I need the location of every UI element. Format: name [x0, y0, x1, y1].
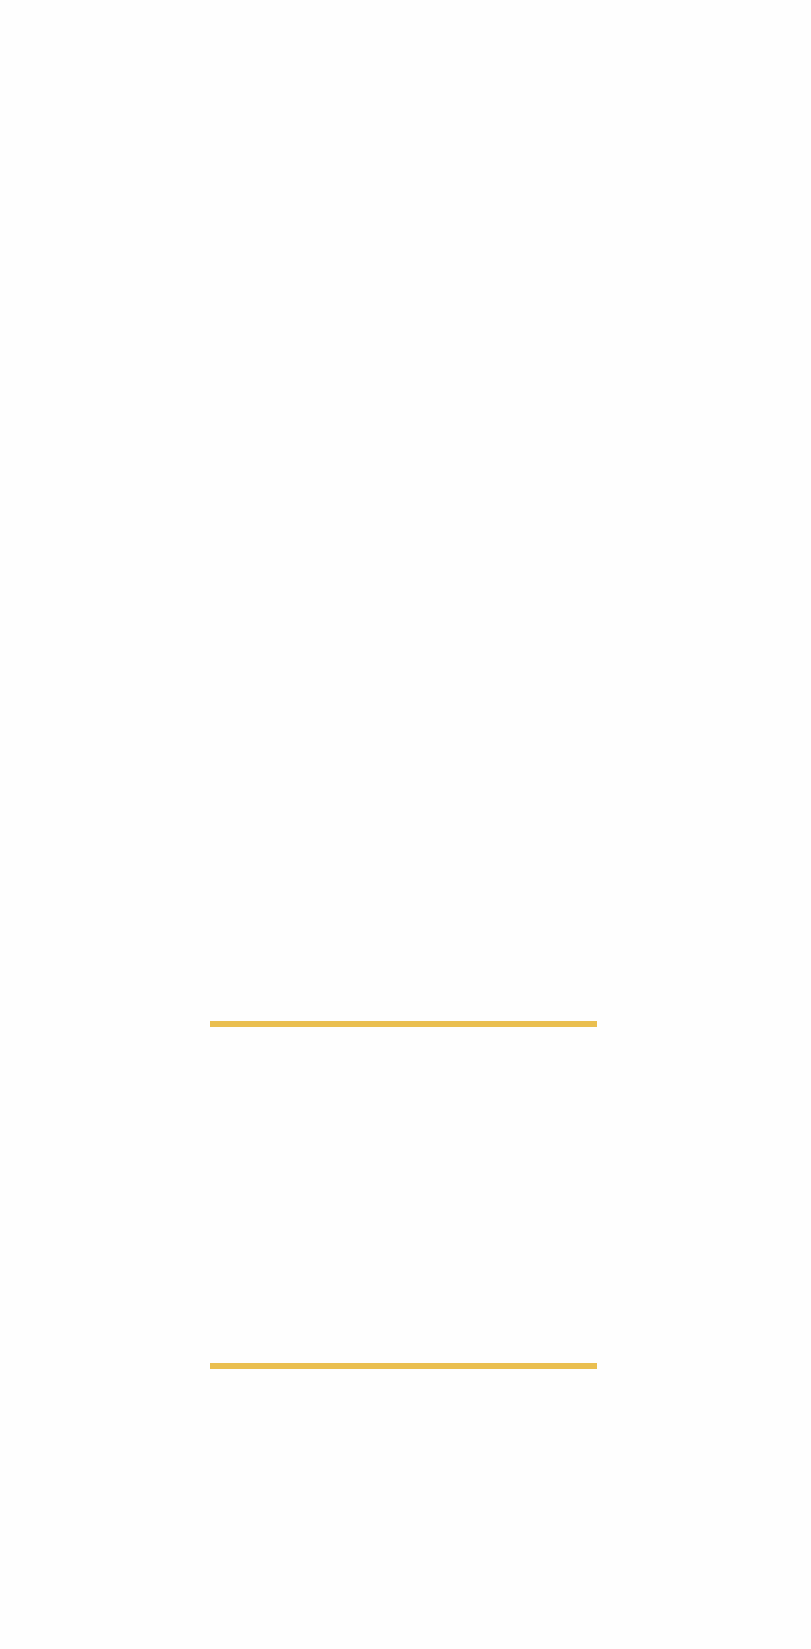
accent-divider-bottom: [210, 1363, 597, 1369]
accent-divider-top: [210, 1021, 597, 1027]
